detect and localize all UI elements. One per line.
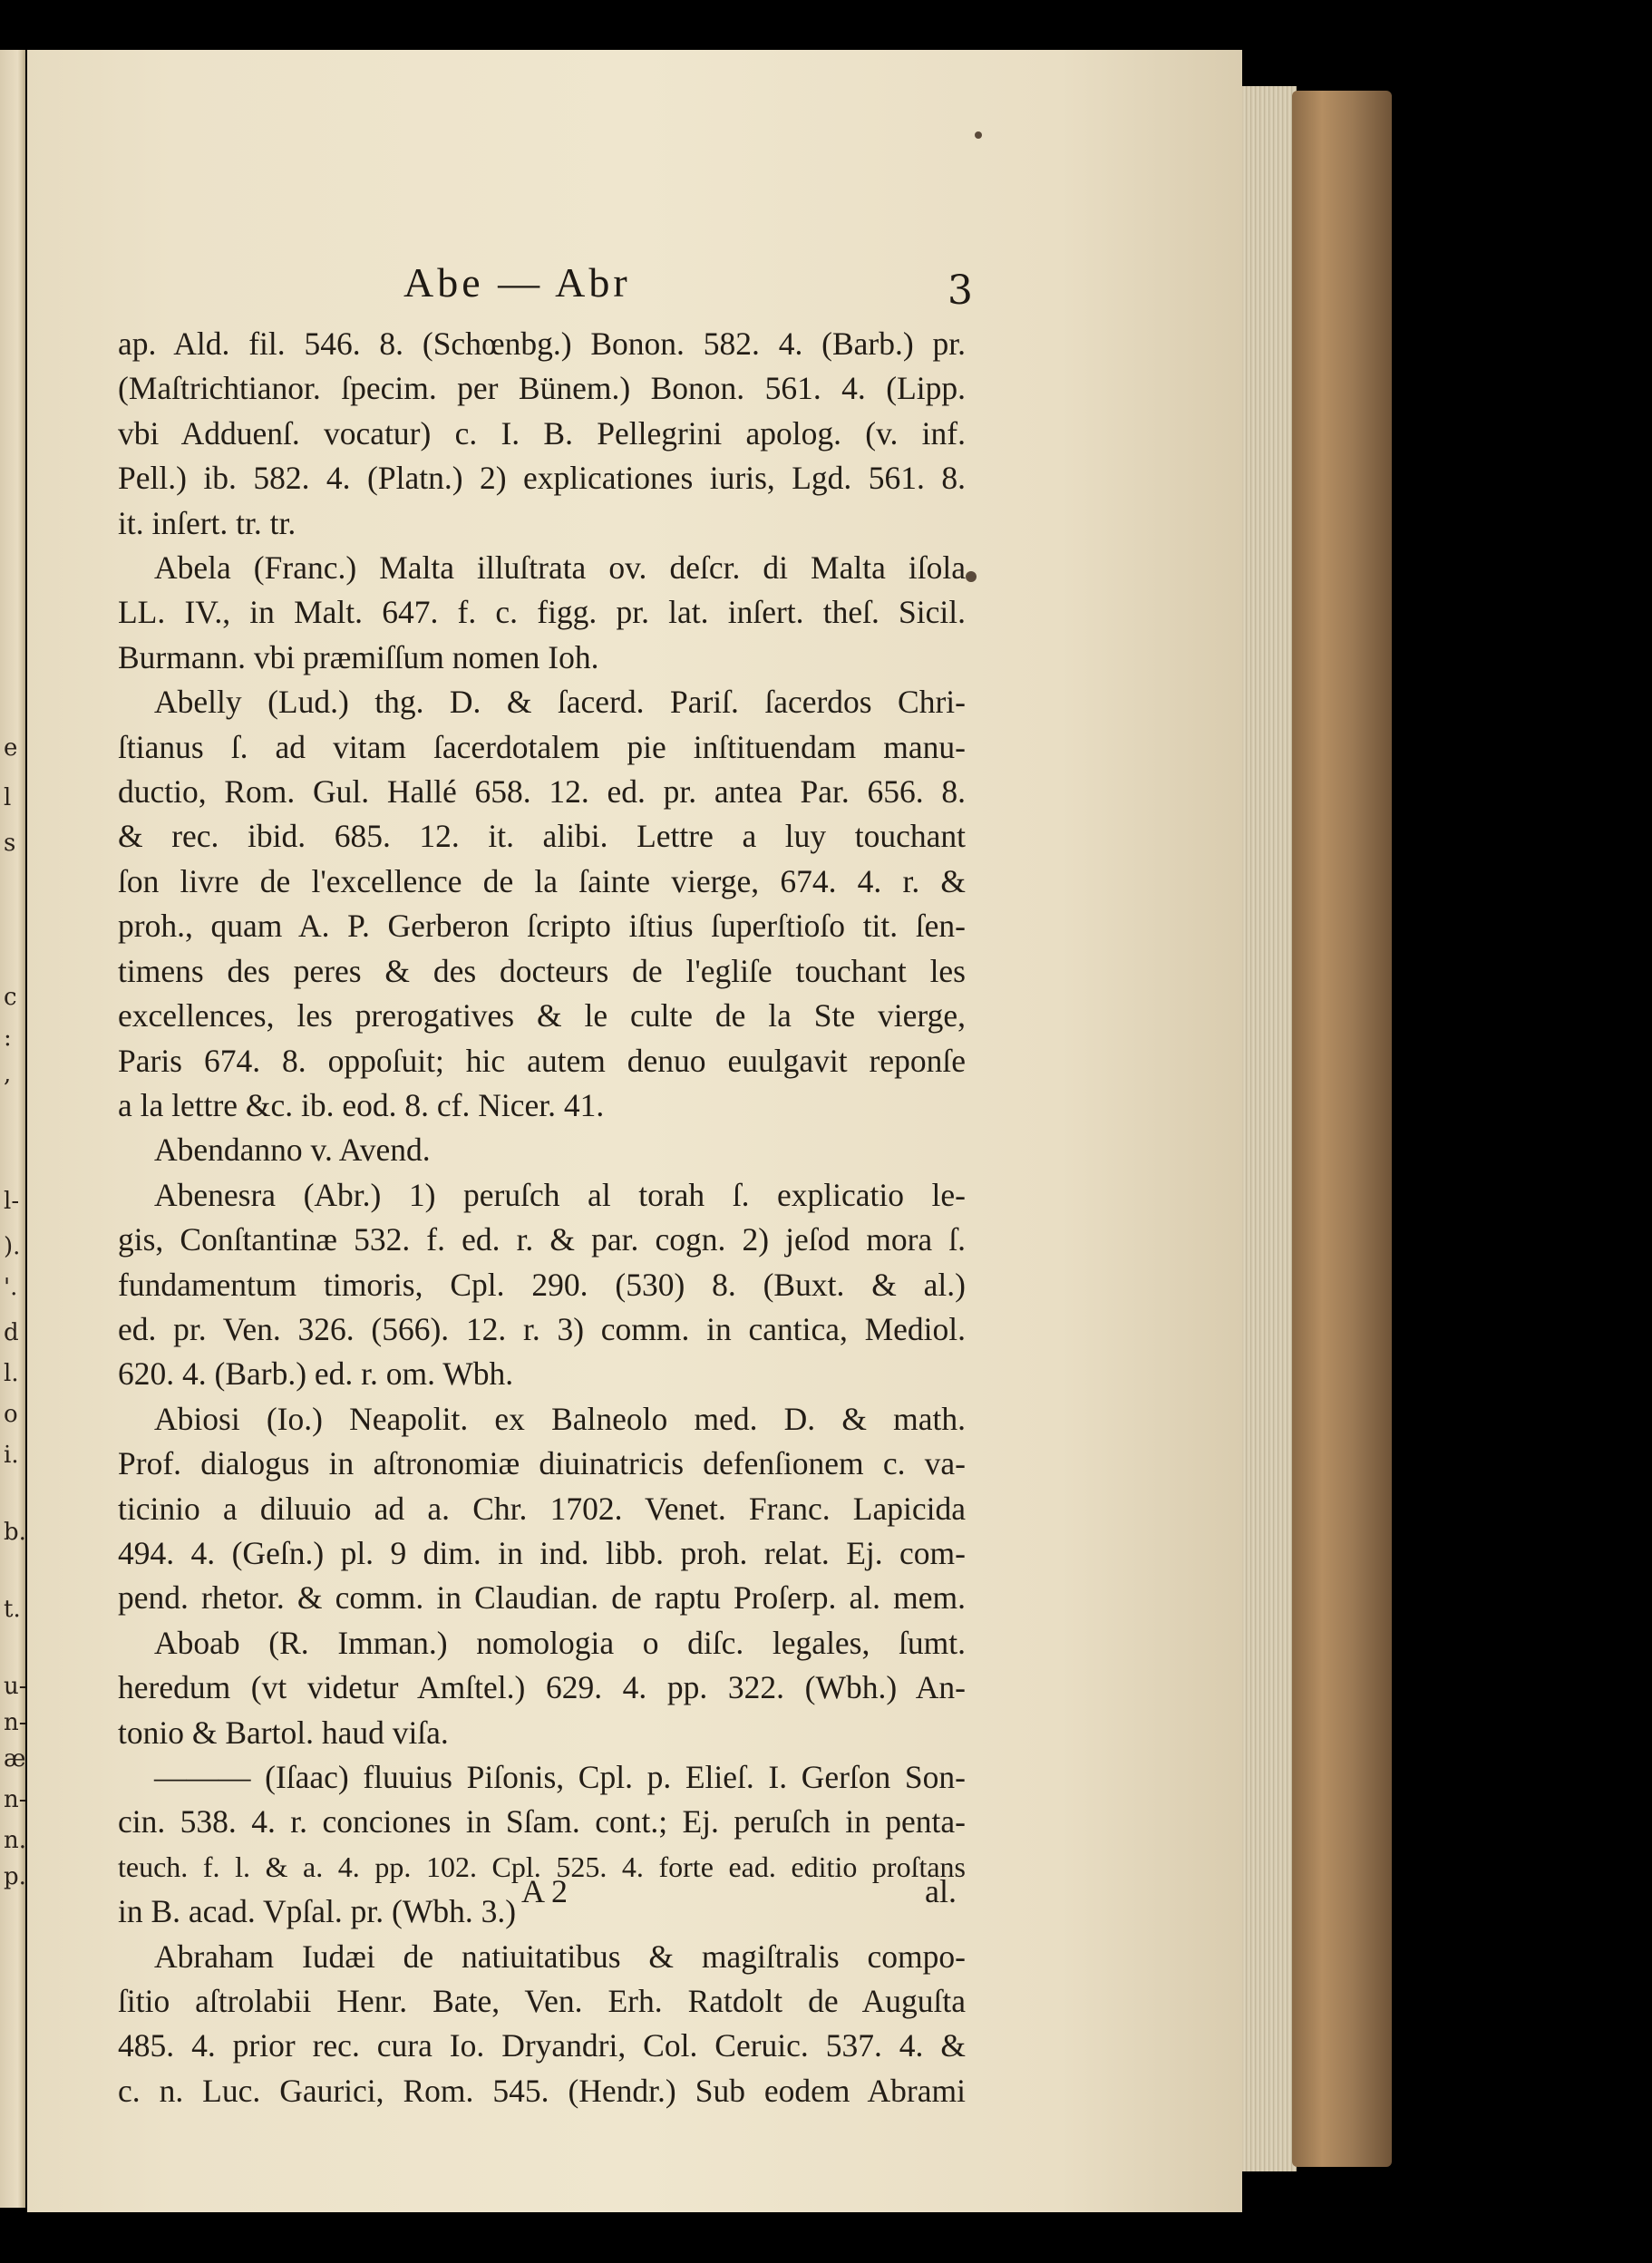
text-line: excellences, les prerogatives & le culte de la Ste vierge,	[118, 997, 966, 1034]
entry-line: ——— (Iſaac) fluuius Piſonis, Cpl. p. Elieſ. I. Gerſon Son-	[154, 1759, 966, 1795]
text-line: & rec. ibid. 685. 12. it. alibi. Lettre a luy touchant	[118, 818, 966, 855]
catchword: al.	[925, 1873, 957, 1909]
text-line: c. n. Luc. Gaurici, Rom. 545. (Hendr.) Sub eodem Abrami	[118, 2072, 966, 2109]
margin-fragment: c	[4, 984, 17, 1011]
margin-fragment: b.	[4, 1519, 26, 1546]
text-line: vbi Adduenſ. vocatur) c. I. B. Pellegrini apolog. (v. inf.	[118, 414, 966, 452]
text-line: heredum (vt videtur Amſtel.) 629. 4. pp. 322. (Wbh.) An-	[118, 1669, 966, 1706]
margin-fragment: n.	[4, 1827, 27, 1854]
entry-line: Abraham Iudæi de natiuitatibus & magiſtralis compo-	[154, 1938, 966, 1975]
text-line: ticinio a diluuio ad a. Chr. 1702. Venet. Franc. Lapicida	[118, 1490, 966, 1527]
margin-fragment: t.	[4, 1596, 21, 1623]
margin-fragment: ,	[4, 1061, 12, 1088]
entry-line: Aboab (R. Imman.) nomologia o diſc. legales, ſumt.	[154, 1624, 966, 1661]
margin-fragment: p.	[4, 1863, 26, 1890]
text-line: pend. rhetor. & comm. in Claudian. de raptu Proſerp. al. mem.	[118, 1579, 966, 1617]
entry-line: Abelly (Lud.) thg. D. & ſacerd. Pariſ. ſacerdos Chri-	[154, 684, 966, 721]
book-fore-edge	[1242, 54, 1652, 2212]
text-line: fundamentum timoris, Cpl. 290. (530) 8. (Buxt. & al.)	[118, 1266, 966, 1303]
book-cover	[1292, 91, 1392, 2167]
text-line: ductio, Rom. Gul. Hallé 658. 12. ed. pr. antea Par. 656. 8.	[118, 773, 966, 811]
ink-spot	[966, 571, 977, 582]
text-line: ſtianus ſ. ad vitam ſacerdotalem pie inſtituendam manu-	[118, 728, 966, 765]
signature-mark: A 2	[521, 1873, 568, 1909]
text-line: (Maſtrichtianor. ſpecim. per Bünem.) Bonon. 561. 4. (Lipp.	[118, 370, 966, 407]
margin-fragment: i.	[4, 1442, 19, 1469]
margin-fragment: o	[4, 1401, 18, 1428]
text-line: Pell.) ib. 582. 4. (Platn.) 2) explicationes iuris, Lgd. 561. 8.	[118, 460, 966, 497]
text-line: Paris 674. 8. oppoſuit; hic autem denuo euulgavit reponſe	[118, 1042, 966, 1079]
margin-fragment: n-	[4, 1786, 27, 1813]
text-line: gis, Conſtantinæ 532. f. ed. r. & par. cogn. 2) jeſod mora ſ.	[118, 1221, 966, 1258]
margin-fragment: :	[4, 1025, 12, 1052]
text-line: Burmann. vbi præmiſſum nomen Ioh.	[118, 638, 599, 675]
text-line: ap. Ald. fil. 546. 8. (Schœnbg.) Bonon. 582. 4. (Barb.) pr.	[118, 325, 966, 362]
book-page	[27, 50, 1242, 2212]
margin-fragment: '.	[4, 1274, 18, 1301]
text-line: a la lettre &c. ib. eod. 8. cf. Nicer. 41.	[118, 1086, 605, 1123]
margin-fragment: l	[4, 784, 12, 811]
margin-fragment: n-	[4, 1709, 27, 1736]
margin-fragment: d	[4, 1319, 19, 1346]
text-line: teuch. f. l. & a. 4. pp. 102. Cpl. 525. 4. forte ead. editio proſtans	[118, 1850, 966, 1883]
text-line: LL. IV., in Malt. 647. f. c. figg. pr. lat. inſert. theſ. Sicil.	[118, 594, 966, 631]
ink-spot	[975, 131, 982, 139]
text-line: cin. 538. 4. r. conciones in Sſam. cont.; Ej. peruſch in penta-	[118, 1803, 966, 1841]
text-line: 620. 4. (Barb.) ed. r. om. Wbh.	[118, 1355, 514, 1393]
text-line: 494. 4. (Geſn.) pl. 9 dim. in ind. libb. proh. relat. Ej. com-	[118, 1534, 966, 1571]
page-leaves	[1242, 86, 1297, 2171]
margin-fragment: l-	[4, 1188, 20, 1215]
running-head: Abe — Abr	[403, 259, 631, 306]
margin-fragment: u-	[4, 1673, 27, 1700]
page-number: 3	[947, 267, 973, 314]
page-body-text	[118, 322, 966, 2113]
margin-fragment: s	[4, 830, 16, 857]
entry-line: Abiosi (Io.) Neapolit. ex Balneolo med. D. & math.	[154, 1400, 966, 1437]
text-line: in B. acad. Vpſal. pr. (Wbh. 3.)	[118, 1893, 517, 1930]
margin-fragment: æ	[4, 1745, 26, 1773]
text-line: ſon livre de l'excellence de la ſainte vierge, 674. 4. r. &	[118, 862, 966, 899]
text-line: Prof. dialogus in aſtronomiæ diuinatricis defenſionem c. va-	[118, 1445, 966, 1482]
text-line: ed. pr. Ven. 326. (566). 12. r. 3) comm. in cantica, Mediol.	[118, 1310, 966, 1347]
margin-fragment: ).	[4, 1233, 21, 1260]
margin-fragment: e	[4, 734, 18, 762]
facing-page-edge	[0, 50, 25, 2208]
entry-line: Abenesra (Abr.) 1) peruſch al torah ſ. explicatio le-	[154, 1176, 966, 1213]
entry-line: Abendanno v. Avend.	[154, 1132, 431, 1169]
text-line: proh., quam A. P. Gerberon ſcripto iſtius ſuperſtioſo tit. ſen-	[118, 908, 966, 945]
entry-line: Abela (Franc.) Malta illuſtrata ov. deſcr. di Malta iſola	[154, 549, 966, 587]
text-line: timens des peres & des docteurs de l'egliſe touchant les	[118, 952, 966, 989]
text-line: tonio & Bartol. haud viſa.	[118, 1714, 449, 1751]
text-line: 485. 4. prior rec. cura Io. Dryandri, Col. Ceruic. 537. 4. &	[118, 2027, 966, 2064]
text-line: it. inſert. tr. tr.	[118, 504, 296, 541]
text-line: ſitio aſtrolabii Henr. Bate, Ven. Erh. Ratdolt de Auguſta	[118, 1983, 966, 2020]
margin-fragment: l.	[4, 1360, 19, 1387]
